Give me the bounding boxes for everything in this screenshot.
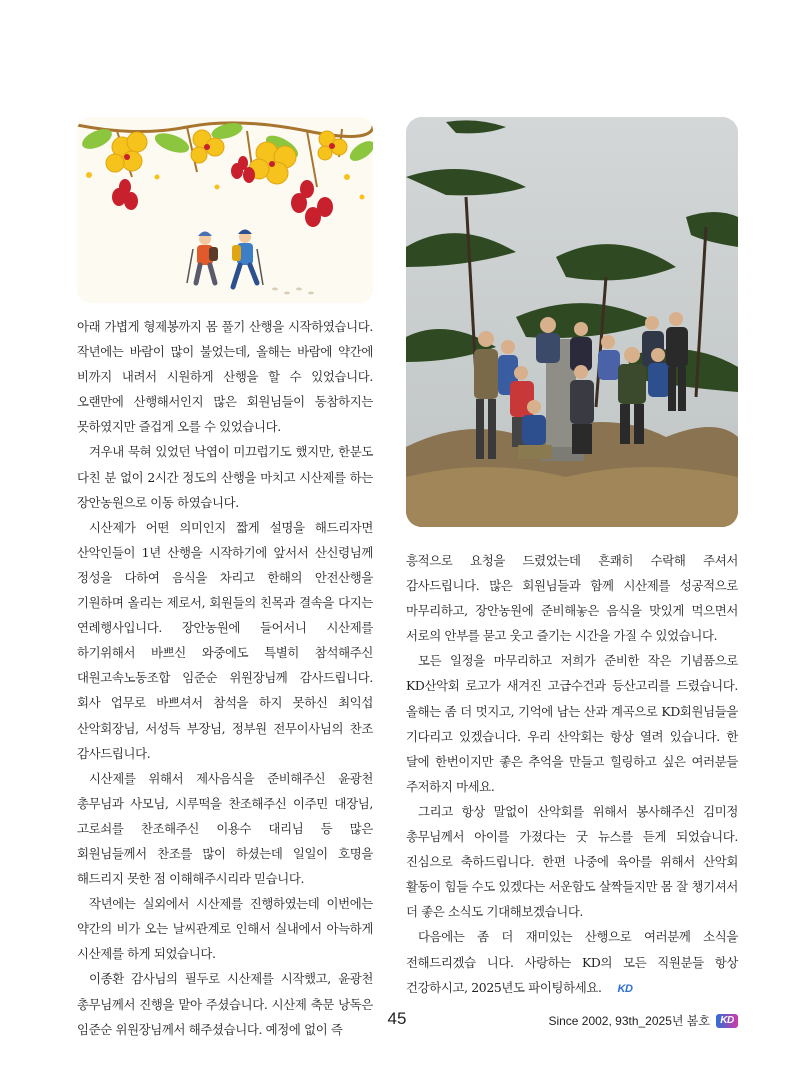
article-paragraph: 작년에는 실외에서 시산제를 진행하였는데 이번에는 약간의 비가 오는 날씨관계로 인해서 실내에서 아늑하게 시산제를 하게 되었습니다. <box>77 896 373 962</box>
summit-photo-drawing <box>406 117 738 527</box>
article-paragraph: 흥적으로 요청을 드렸었는데 흔쾌히 수락해 주셔서 감사드립니다. 많은 회원님들과 함께 시산제를 성공적으로 마무리하고, 장안농원에 준비해놓은 음식을 맛있게 먹으면서 서로의 안부를 묻고 웃고 즐기는 시간을 가질 수 있었습니다. <box>406 553 738 644</box>
article-paragraph: 시산제가 어떤 의미인지 짧게 설명을 해드리자면 산악인들이 1년 산행을 시작하기에 앞서서 산신령님께 정성을 다하여 음식을 차리고 한해의 안전산행을 기원하며 올리는 제로서, 회원들의 친목과 결속을 다지는 연례행사입니다. 장안농원에 들어서니 시산제를 하기위해서 바쁘신 와중에도 특별히 참석해주신 대원고속노동조합 임준순 위원장님께 감사드립니다. 회사 업무로 바쁘셔서 참석을 하지 못하신 최익섭 산악회장님, 서성득 부장님, 정부원 전무이사님의 찬조 감사드립니다. <box>77 519 373 761</box>
article-paragraph: 아래 가볍게 형제봉까지 몸 풀기 산행을 시작하였습니다. 작년에는 바람이 많이 불었는데, 올해는 바람에 약간에 비까지 내려서 시원하게 산행을 할 수 있었습니다. 오랜만에 산행해서인지 많은 회원님들이 동참하지는 못하였지만 즐겁게 오를 수 있었습니다. <box>77 319 373 435</box>
article-left-column <box>77 314 373 1042</box>
hikers-with-flowers-drawing <box>77 117 373 303</box>
issue-footer <box>548 1012 738 1029</box>
hiking-illustration <box>77 117 373 303</box>
kd-end-logo: KD <box>617 982 633 995</box>
paragraph-text: 다음에는 좀 더 재미있는 산행으로 여러분께 소식을 전해드리겠습 니다. 사랑하는 KD의 모든 직원분들 항상 건강하시고, 2025년도 파이팅하세요. <box>406 929 738 995</box>
article-paragraph: 이종환 감사님의 필두로 시산제를 시작했고, 윤광천 총무님께서 진행을 맡아 주셨습니다. 시산제 축문 낭독은 임준순 위원장님께서 해주셨습니다. 예정에 없이 즉 <box>77 971 373 1037</box>
article-paragraph <box>406 924 738 1001</box>
kd-logo: KD <box>716 1014 738 1028</box>
article-paragraph: 겨우내 묵혀 있었던 낙엽이 미끄럽기도 했지만, 한분도 다친 분 없이 2시간 정도의 산행을 마치고 시산제를 하는 장안농원으로 이동 하였습니다. <box>77 444 373 510</box>
issue-text: Since 2002, 93th_2025년 봄호 <box>548 1014 710 1028</box>
article-paragraph: 모든 일정을 마무리하고 저희가 준비한 작은 기념품으로 KD산악회 로고가 새겨진 고급수건과 등산고리를 드렸습니다. 올해는 좀 더 멋지고, 기억에 남는 산과 계곡으로 KD회원님들을 기다리고 있겠습니다. 우리 산악회는 항상 열려 있습니다. 한 달에 한번이지만 좋은 추억을 만들고 힐링하고 싶은 여러분들 주저하지 마세요. <box>406 653 738 794</box>
article-paragraph: 시산제를 위해서 제사음식을 준비해주신 윤광천 총무님과 사모님, 시루떡을 찬조해주신 이주민 대장님, 고로쇠를 찬조해주신 이용수 대리님 등 많은 회원님들께서 찬조를 많이 하셨는데 일일이 호명을 해드리지 못한 점 이해해주시리라 믿습니다. <box>77 770 373 887</box>
page-number: 45 <box>387 1009 407 1028</box>
article-paragraph: 그리고 항상 말없이 산악회를 위해서 봉사해주신 김미정 총무님께서 아이를 가졌다는 굿 뉴스를 듣게 되었습니다. 진심으로 축하드립니다. 한편 나중에 육아를 위해서 산악회 활동이 힘들 수도 있겠다는 서운함도 살짝들지만 몸 잘 챙기셔서 더 좋은 소식도 기대해보겠습니다. <box>406 803 738 920</box>
summit-group-photo <box>406 117 738 527</box>
article-right-column <box>406 548 738 1002</box>
